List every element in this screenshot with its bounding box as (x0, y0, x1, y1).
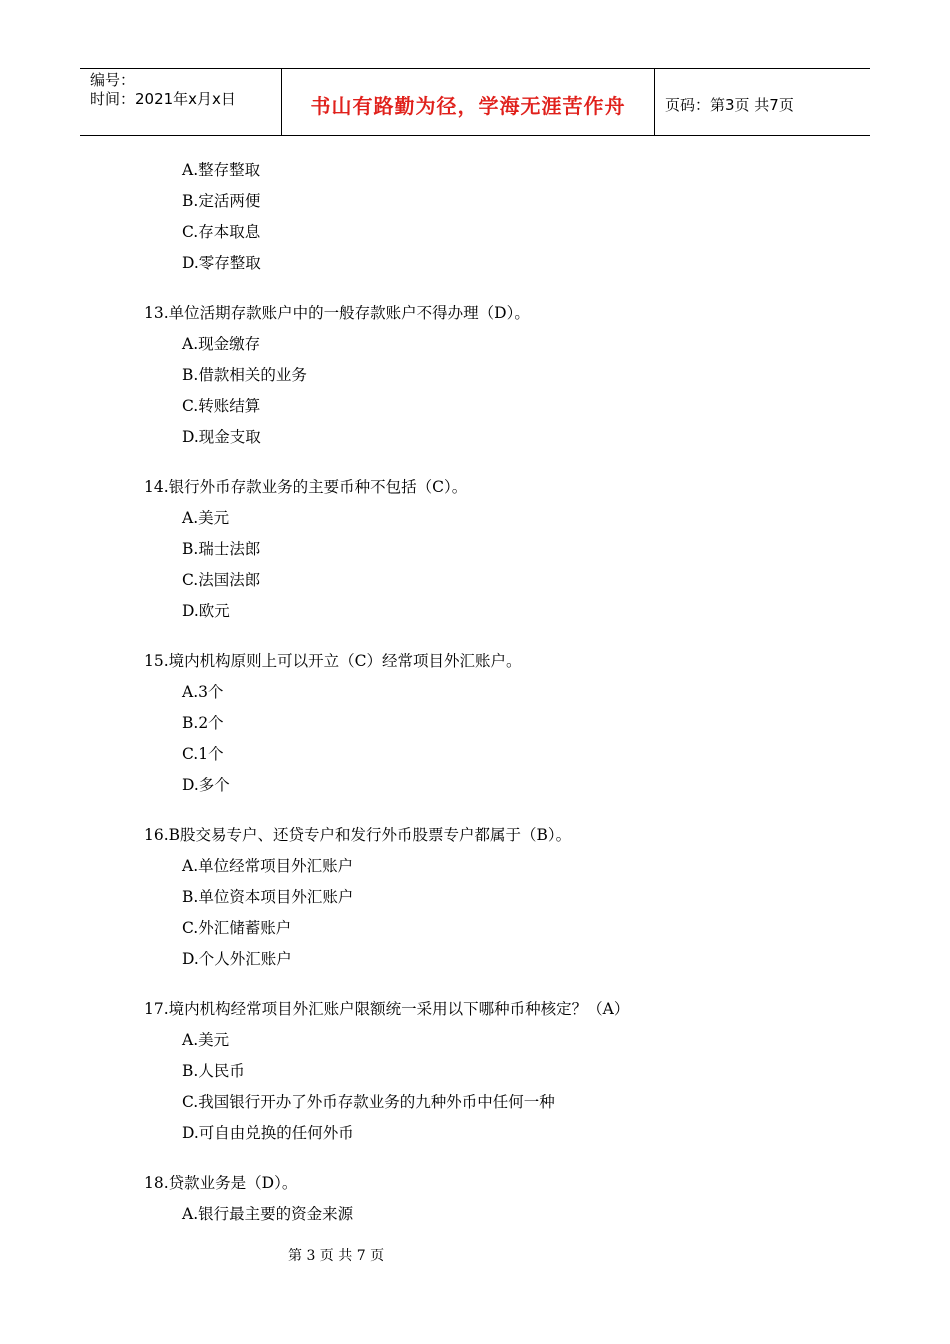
question-text: 17.境内机构经常项目外汇账户限额统一采用以下哪种币种核定？（A） (144, 1000, 630, 1018)
question-17 (144, 994, 844, 1149)
option: B.人民币 (182, 1062, 245, 1080)
option: C.我国银行开办了外币存款业务的九种外币中任何一种 (182, 1093, 555, 1111)
question-13 (144, 298, 844, 453)
option: C.法国法郎 (182, 571, 261, 589)
option: C.存本取息 (182, 223, 261, 241)
header-page-cell (655, 69, 870, 135)
option: A.美元 (182, 509, 230, 527)
option: D.多个 (182, 776, 230, 794)
page-info: 页码：第3页 共7页 (665, 95, 794, 114)
footer-page-number: 第 3 页 共 7 页 (288, 1248, 385, 1264)
option: C.1个 (182, 745, 224, 763)
option: D.可自由兑换的任何外币 (182, 1124, 354, 1142)
option: A.3个 (182, 683, 224, 701)
option: B.单位资本项目外汇账户 (182, 888, 354, 906)
question-18 (144, 1168, 844, 1230)
page-header (80, 68, 870, 136)
option: B.借款相关的业务 (182, 366, 307, 384)
top-options (144, 155, 844, 279)
question-list (144, 155, 844, 1230)
question-text: 18.贷款业务是（D）。 (144, 1174, 298, 1192)
option: A.现金缴存 (182, 335, 261, 353)
question-15 (144, 646, 844, 801)
question-text: 14.银行外币存款业务的主要币种不包括（C）。 (144, 478, 468, 496)
option: A.单位经常项目外汇账户 (182, 857, 354, 875)
option: C.外汇储蓄账户 (182, 919, 292, 937)
option: B.2个 (182, 714, 224, 732)
option: B.定活两便 (182, 192, 261, 210)
option: C.转账结算 (182, 397, 261, 415)
question-14 (144, 472, 844, 627)
option: D.现金支取 (182, 428, 261, 446)
motto: 书山有路勤为径，学海无涯苦作舟 (310, 93, 626, 118)
option: A.美元 (182, 1031, 230, 1049)
option: A.整存整取 (182, 161, 261, 179)
option: D.个人外汇账户 (182, 950, 292, 968)
number-label: 编号： (90, 71, 136, 89)
header-left-cell (80, 69, 282, 135)
option: B.瑞士法郎 (182, 540, 261, 558)
date-label: 时间：2021年x月x日 (90, 90, 236, 108)
option: D.欧元 (182, 602, 230, 620)
question-text: 13.单位活期存款账户中的一般存款账户不得办理（D）。 (144, 304, 530, 322)
header-motto-cell (282, 69, 655, 135)
page-footer (0, 1245, 950, 1265)
option: D.零存整取 (182, 254, 261, 272)
question-16 (144, 820, 844, 975)
question-text: 15.境内机构原则上可以开立（C）经常项目外汇账户。 (144, 652, 522, 670)
option: A.银行最主要的资金来源 (182, 1205, 354, 1223)
question-text: 16.B股交易专户、还贷专户和发行外币股票专户都属于（B）。 (144, 826, 572, 844)
